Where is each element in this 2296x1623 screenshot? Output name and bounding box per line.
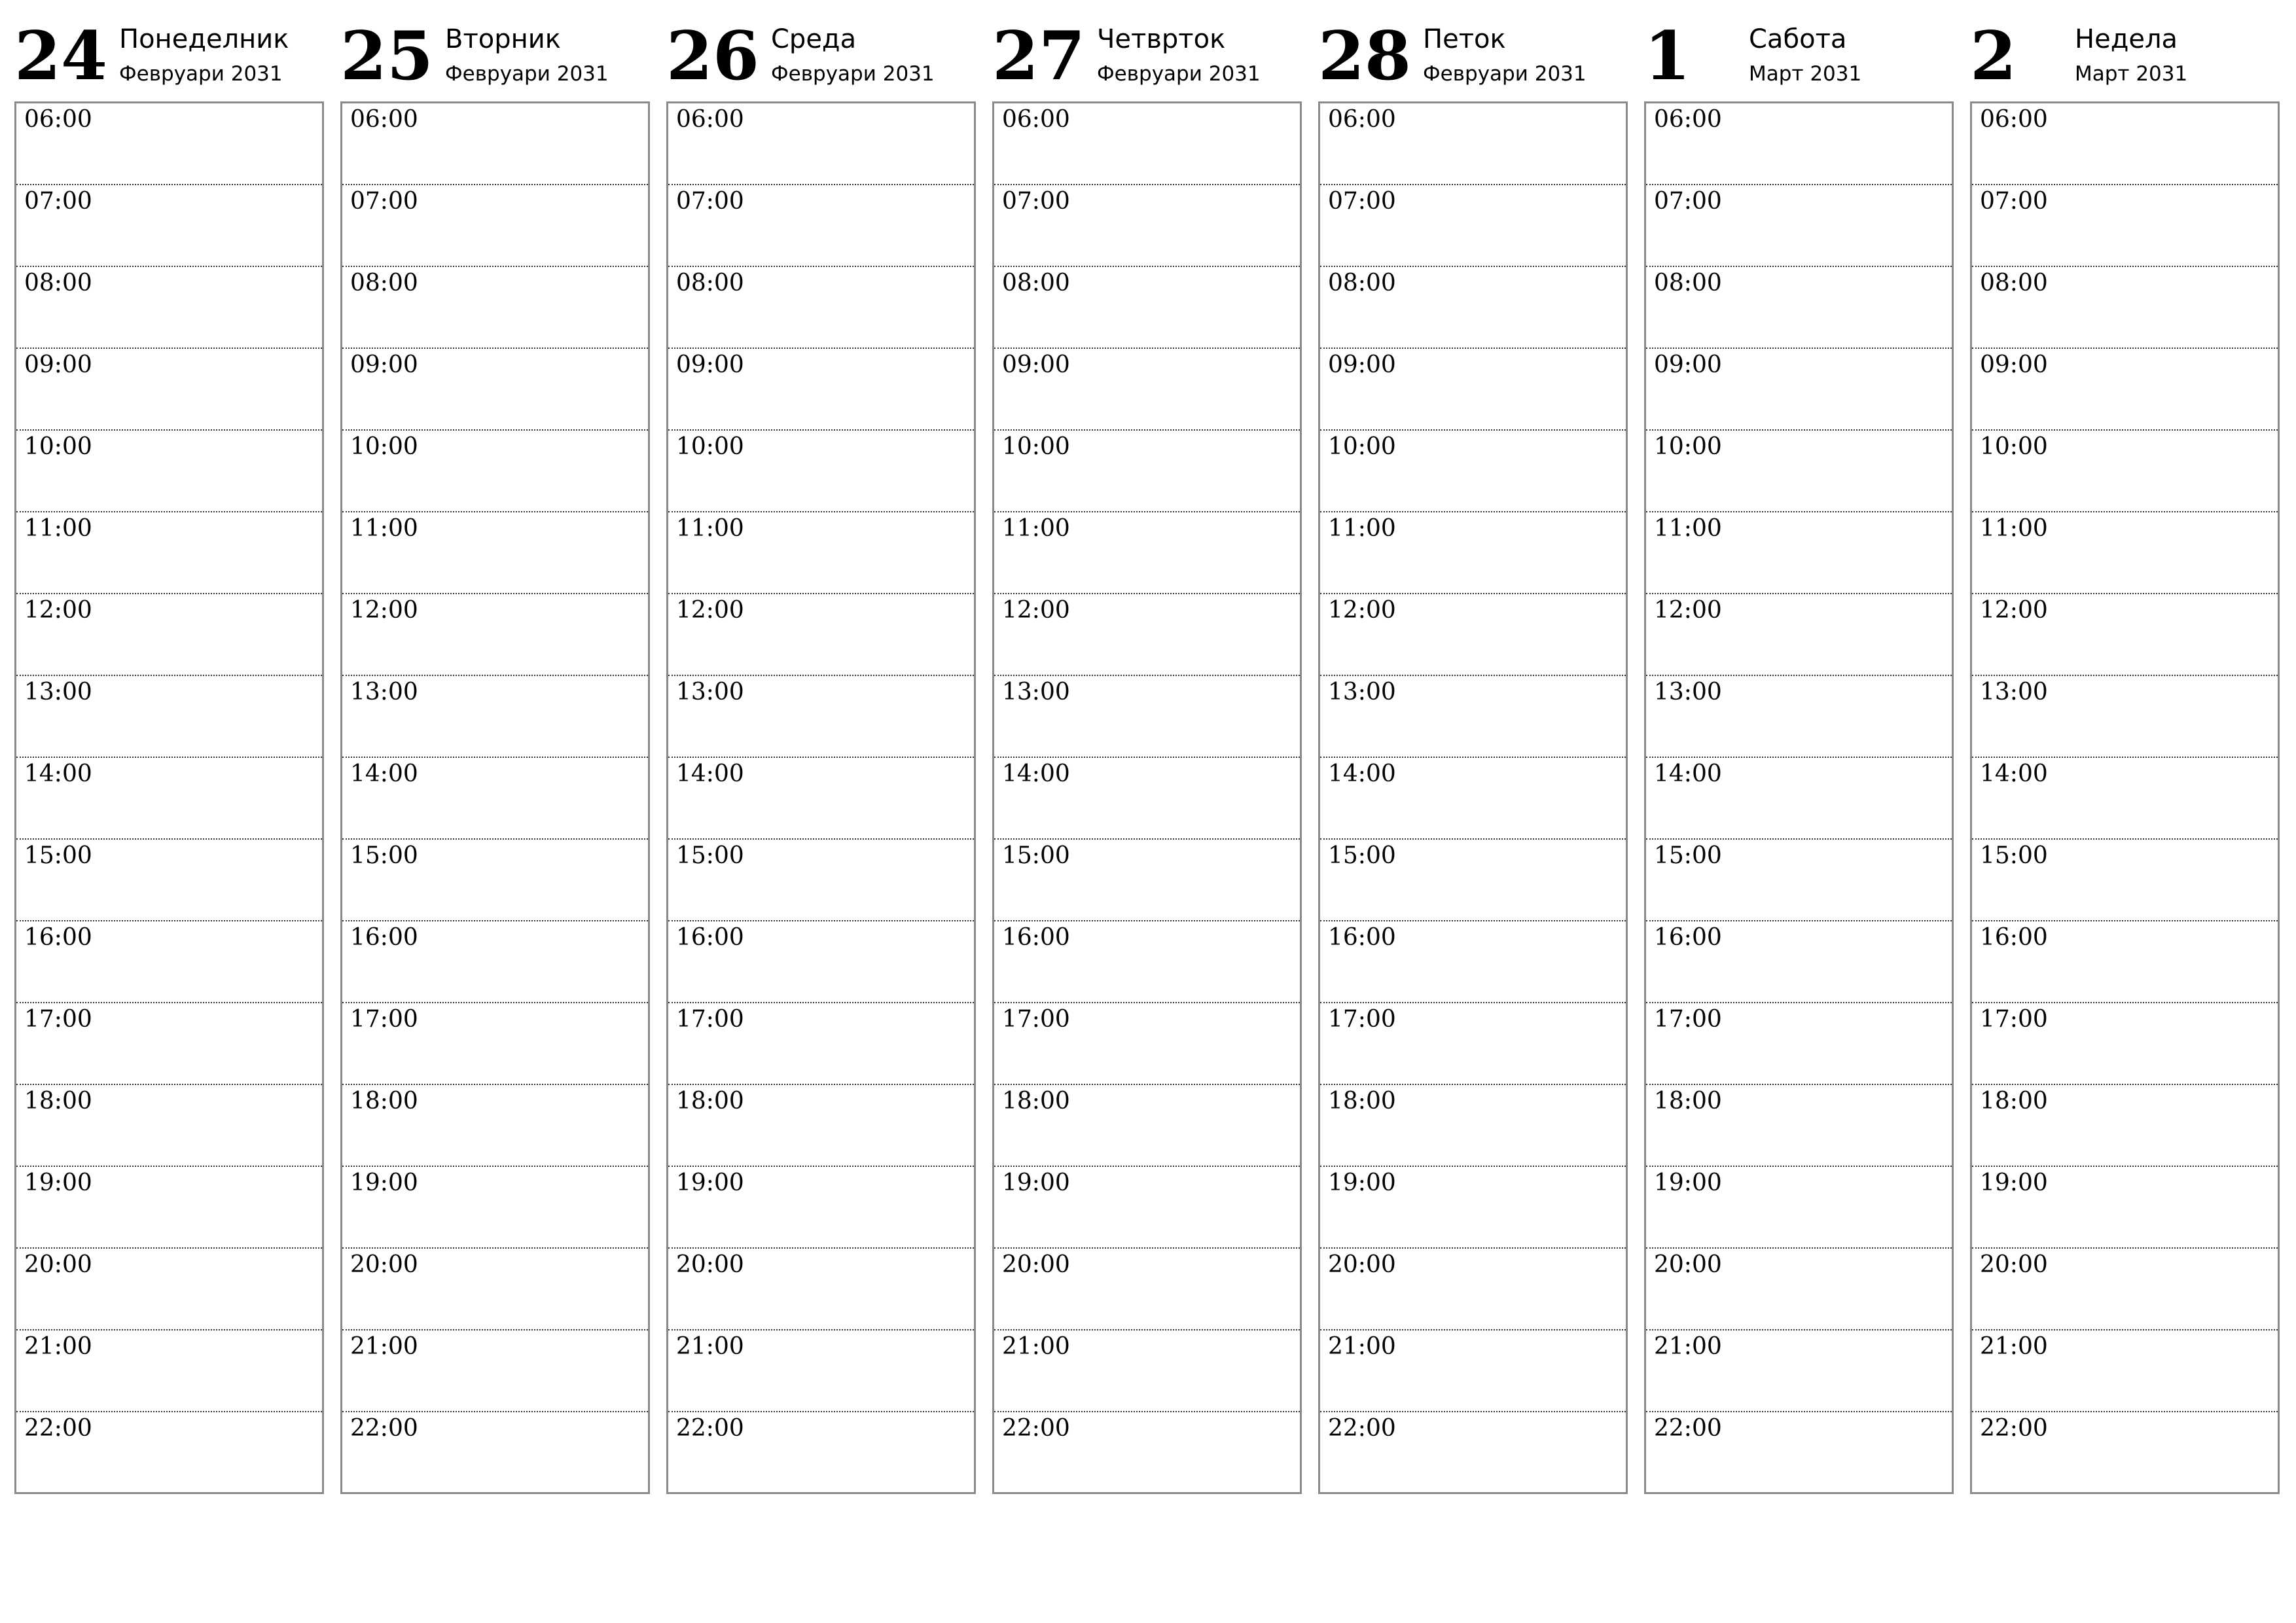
time-label: 10:00: [1002, 433, 1070, 460]
time-slot[interactable]: [994, 840, 1300, 921]
weekday-name: Среда: [771, 24, 857, 54]
time-slot[interactable]: [994, 758, 1300, 840]
time-slot[interactable]: [1972, 1167, 2278, 1249]
time-slot[interactable]: [994, 103, 1300, 185]
time-slot[interactable]: [668, 1249, 974, 1330]
time-label: 08:00: [1002, 270, 1070, 296]
time-label: 12:00: [1980, 597, 2048, 624]
time-label: 20:00: [1002, 1251, 1070, 1278]
time-slot[interactable]: [342, 1003, 648, 1085]
time-slot[interactable]: [1646, 921, 1952, 1003]
time-slot[interactable]: [1646, 1003, 1952, 1085]
time-slot[interactable]: [994, 1085, 1300, 1167]
time-slot[interactable]: [1320, 1167, 1626, 1249]
time-slot[interactable]: [342, 1167, 648, 1249]
time-slot[interactable]: [1646, 349, 1952, 431]
time-label: 08:00: [1980, 270, 2048, 296]
time-label: 13:00: [350, 679, 418, 705]
time-label: 22:00: [676, 1415, 744, 1442]
time-slot[interactable]: [668, 512, 974, 594]
weekday-name: Сабота: [1749, 24, 1847, 54]
time-label: 12:00: [676, 597, 744, 624]
time-slot[interactable]: [16, 676, 322, 758]
time-slot[interactable]: [1646, 267, 1952, 349]
day-number: 28: [1318, 17, 1411, 96]
time-slot[interactable]: [1646, 1330, 1952, 1412]
time-label: 09:00: [676, 351, 744, 378]
time-label: 22:00: [350, 1415, 418, 1442]
time-slot[interactable]: [342, 1249, 648, 1330]
time-slot[interactable]: [1320, 1412, 1626, 1494]
month-year: Февруари 2031: [119, 62, 283, 86]
time-label: 07:00: [24, 188, 92, 215]
time-slot[interactable]: [342, 267, 648, 349]
hour-grid: [666, 101, 976, 1494]
time-label: 16:00: [676, 924, 744, 951]
time-label: 11:00: [1980, 515, 2048, 542]
time-label: 12:00: [350, 597, 418, 624]
day-number: 1: [1644, 17, 1691, 96]
time-slot[interactable]: [16, 1330, 322, 1412]
time-slot[interactable]: [668, 185, 974, 267]
time-slot[interactable]: [342, 758, 648, 840]
time-slot[interactable]: [668, 431, 974, 512]
time-slot[interactable]: [1972, 1330, 2278, 1412]
time-label: 06:00: [1980, 106, 2048, 133]
time-slot[interactable]: [1972, 349, 2278, 431]
time-slot[interactable]: [668, 267, 974, 349]
day-number: 24: [14, 17, 107, 96]
weekday-name: Петок: [1423, 24, 1506, 54]
time-label: 16:00: [1002, 924, 1070, 951]
hour-grid: [1644, 101, 1954, 1494]
weekday-name: Понеделник: [119, 24, 289, 54]
time-slot[interactable]: [1320, 676, 1626, 758]
time-label: 09:00: [350, 351, 418, 378]
time-slot[interactable]: [1972, 1249, 2278, 1330]
time-label: 09:00: [1980, 351, 2048, 378]
time-label: 06:00: [350, 106, 418, 133]
time-label: 07:00: [1328, 188, 1396, 215]
time-label: 18:00: [1328, 1088, 1396, 1115]
time-slot[interactable]: [342, 349, 648, 431]
time-label: 07:00: [1654, 188, 1722, 215]
time-label: 21:00: [676, 1333, 744, 1360]
time-slot[interactable]: [1646, 185, 1952, 267]
time-slot[interactable]: [1972, 758, 2278, 840]
time-slot[interactable]: [994, 594, 1300, 676]
time-label: 13:00: [1328, 679, 1396, 705]
time-label: 16:00: [1654, 924, 1722, 951]
time-label: 06:00: [1654, 106, 1722, 133]
time-label: 14:00: [24, 760, 92, 787]
hour-grid: [1970, 101, 2280, 1494]
time-label: 19:00: [24, 1169, 92, 1196]
time-label: 07:00: [676, 188, 744, 215]
time-slot[interactable]: [1646, 1412, 1952, 1494]
time-label: 17:00: [350, 1006, 418, 1033]
weekday-name: Недела: [2075, 24, 2178, 54]
time-slot[interactable]: [342, 840, 648, 921]
time-label: 06:00: [1328, 106, 1396, 133]
time-slot[interactable]: [1972, 1085, 2278, 1167]
time-slot[interactable]: [668, 1330, 974, 1412]
time-label: 19:00: [350, 1169, 418, 1196]
time-label: 15:00: [1328, 842, 1396, 869]
time-slot[interactable]: [994, 1412, 1300, 1494]
time-label: 11:00: [676, 515, 744, 542]
time-slot[interactable]: [668, 840, 974, 921]
time-slot[interactable]: [994, 1167, 1300, 1249]
time-label: 08:00: [676, 270, 744, 296]
time-label: 14:00: [676, 760, 744, 787]
time-slot[interactable]: [1972, 185, 2278, 267]
time-label: 11:00: [24, 515, 92, 542]
time-label: 21:00: [350, 1333, 418, 1360]
time-label: 18:00: [676, 1088, 744, 1115]
time-label: 06:00: [676, 106, 744, 133]
time-label: 21:00: [1328, 1333, 1396, 1360]
time-label: 12:00: [1328, 597, 1396, 624]
time-slot[interactable]: [342, 1412, 648, 1494]
weekday-name: Четврток: [1097, 24, 1226, 54]
time-slot[interactable]: [342, 1330, 648, 1412]
day-number: 25: [340, 17, 433, 96]
time-slot[interactable]: [16, 758, 322, 840]
time-label: 18:00: [1980, 1088, 2048, 1115]
time-slot[interactable]: [994, 185, 1300, 267]
hour-grid: [992, 101, 1302, 1494]
hour-grid: [340, 101, 650, 1494]
time-slot[interactable]: [1972, 431, 2278, 512]
time-slot[interactable]: [994, 1003, 1300, 1085]
time-label: 11:00: [350, 515, 418, 542]
time-label: 22:00: [1654, 1415, 1722, 1442]
time-slot[interactable]: [1646, 594, 1952, 676]
time-slot[interactable]: [342, 921, 648, 1003]
time-slot[interactable]: [994, 349, 1300, 431]
time-slot[interactable]: [1972, 512, 2278, 594]
time-slot[interactable]: [994, 1330, 1300, 1412]
time-label: 10:00: [1328, 433, 1396, 460]
time-slot[interactable]: [16, 267, 322, 349]
time-slot[interactable]: [1320, 1330, 1626, 1412]
time-slot[interactable]: [1320, 1003, 1626, 1085]
time-label: 12:00: [1002, 597, 1070, 624]
time-slot[interactable]: [16, 349, 322, 431]
time-label: 18:00: [24, 1088, 92, 1115]
time-label: 18:00: [1654, 1088, 1722, 1115]
time-label: 14:00: [350, 760, 418, 787]
time-slot[interactable]: [1972, 676, 2278, 758]
time-label: 19:00: [676, 1169, 744, 1196]
time-label: 07:00: [1980, 188, 2048, 215]
time-label: 20:00: [350, 1251, 418, 1278]
time-slot[interactable]: [668, 1085, 974, 1167]
time-slot[interactable]: [1646, 103, 1952, 185]
time-slot[interactable]: [668, 676, 974, 758]
time-label: 21:00: [1002, 1333, 1070, 1360]
time-label: 21:00: [24, 1333, 92, 1360]
day-number: 26: [666, 17, 759, 96]
time-slot[interactable]: [1320, 921, 1626, 1003]
time-slot[interactable]: [16, 594, 322, 676]
time-label: 16:00: [24, 924, 92, 951]
time-slot[interactable]: [16, 921, 322, 1003]
time-label: 09:00: [24, 351, 92, 378]
time-slot[interactable]: [16, 1412, 322, 1494]
time-slot[interactable]: [994, 512, 1300, 594]
time-slot[interactable]: [1320, 1249, 1626, 1330]
time-label: 15:00: [24, 842, 92, 869]
month-year: Март 2031: [2075, 62, 2188, 86]
time-slot[interactable]: [342, 512, 648, 594]
time-label: 20:00: [1980, 1251, 2048, 1278]
time-slot[interactable]: [16, 840, 322, 921]
time-label: 10:00: [676, 433, 744, 460]
month-year: Февруари 2031: [771, 62, 935, 86]
time-slot[interactable]: [1320, 431, 1626, 512]
time-slot[interactable]: [1972, 840, 2278, 921]
time-slot[interactable]: [1972, 921, 2278, 1003]
time-label: 17:00: [1654, 1006, 1722, 1033]
time-label: 08:00: [350, 270, 418, 296]
time-label: 17:00: [1980, 1006, 2048, 1033]
time-label: 22:00: [24, 1415, 92, 1442]
time-label: 19:00: [1002, 1169, 1070, 1196]
time-slot[interactable]: [1320, 512, 1626, 594]
time-label: 07:00: [1002, 188, 1070, 215]
time-slot[interactable]: [16, 512, 322, 594]
hour-grid: [1318, 101, 1628, 1494]
time-label: 19:00: [1328, 1169, 1396, 1196]
time-label: 12:00: [1654, 597, 1722, 624]
time-label: 15:00: [350, 842, 418, 869]
time-label: 11:00: [1002, 515, 1070, 542]
time-slot[interactable]: [994, 431, 1300, 512]
time-slot[interactable]: [994, 921, 1300, 1003]
time-label: 14:00: [1328, 760, 1396, 787]
time-label: 20:00: [1328, 1251, 1396, 1278]
time-label: 20:00: [24, 1251, 92, 1278]
time-label: 12:00: [24, 597, 92, 624]
time-slot[interactable]: [1646, 512, 1952, 594]
time-label: 21:00: [1980, 1333, 2048, 1360]
time-slot[interactable]: [16, 185, 322, 267]
time-slot[interactable]: [342, 594, 648, 676]
time-slot[interactable]: [1972, 267, 2278, 349]
time-label: 13:00: [1002, 679, 1070, 705]
time-label: 10:00: [1980, 433, 2048, 460]
time-slot[interactable]: [1972, 594, 2278, 676]
time-label: 17:00: [1002, 1006, 1070, 1033]
time-label: 14:00: [1002, 760, 1070, 787]
time-label: 22:00: [1002, 1415, 1070, 1442]
time-label: 20:00: [1654, 1251, 1722, 1278]
time-label: 17:00: [24, 1006, 92, 1033]
time-label: 16:00: [1328, 924, 1396, 951]
time-slot[interactable]: [16, 103, 322, 185]
weekday-name: Вторник: [445, 24, 561, 54]
time-slot[interactable]: [1320, 267, 1626, 349]
time-label: 16:00: [350, 924, 418, 951]
time-slot[interactable]: [668, 594, 974, 676]
day-number: 2: [1970, 17, 2017, 96]
time-label: 15:00: [1980, 842, 2048, 869]
time-slot[interactable]: [342, 676, 648, 758]
time-slot[interactable]: [1972, 103, 2278, 185]
time-slot[interactable]: [342, 103, 648, 185]
time-slot[interactable]: [1320, 1085, 1626, 1167]
time-slot[interactable]: [1646, 840, 1952, 921]
time-label: 08:00: [1654, 270, 1722, 296]
time-label: 09:00: [1328, 351, 1396, 378]
time-slot[interactable]: [16, 1085, 322, 1167]
month-year: Февруари 2031: [1423, 62, 1587, 86]
time-label: 14:00: [1654, 760, 1722, 787]
time-label: 22:00: [1328, 1415, 1396, 1442]
time-label: 18:00: [350, 1088, 418, 1115]
time-label: 19:00: [1980, 1169, 2048, 1196]
time-slot[interactable]: [1646, 1085, 1952, 1167]
time-slot[interactable]: [16, 1003, 322, 1085]
time-slot[interactable]: [1972, 1412, 2278, 1494]
time-slot[interactable]: [342, 1085, 648, 1167]
time-slot[interactable]: [668, 921, 974, 1003]
time-slot[interactable]: [342, 431, 648, 512]
day-number: 27: [992, 17, 1085, 96]
time-label: 09:00: [1654, 351, 1722, 378]
time-label: 09:00: [1002, 351, 1070, 378]
time-label: 15:00: [1654, 842, 1722, 869]
time-label: 15:00: [1002, 842, 1070, 869]
time-label: 13:00: [1980, 679, 2048, 705]
time-slot[interactable]: [1320, 840, 1626, 921]
time-slot[interactable]: [1646, 758, 1952, 840]
time-slot[interactable]: [994, 1249, 1300, 1330]
time-slot[interactable]: [1972, 1003, 2278, 1085]
time-label: 21:00: [1654, 1333, 1722, 1360]
time-label: 14:00: [1980, 760, 2048, 787]
month-year: Март 2031: [1749, 62, 1862, 86]
time-label: 11:00: [1654, 515, 1722, 542]
time-label: 08:00: [24, 270, 92, 296]
time-slot[interactable]: [16, 431, 322, 512]
time-label: 17:00: [676, 1006, 744, 1033]
time-slot[interactable]: [16, 1249, 322, 1330]
time-slot[interactable]: [994, 676, 1300, 758]
time-label: 11:00: [1328, 515, 1396, 542]
time-slot[interactable]: [1320, 185, 1626, 267]
time-label: 15:00: [676, 842, 744, 869]
time-slot[interactable]: [1646, 1249, 1952, 1330]
time-label: 22:00: [1980, 1415, 2048, 1442]
time-slot[interactable]: [668, 1412, 974, 1494]
time-slot[interactable]: [668, 1003, 974, 1085]
time-label: 19:00: [1654, 1169, 1722, 1196]
time-slot[interactable]: [668, 1167, 974, 1249]
time-label: 08:00: [1328, 270, 1396, 296]
time-label: 07:00: [350, 188, 418, 215]
time-slot[interactable]: [668, 103, 974, 185]
time-slot[interactable]: [1320, 594, 1626, 676]
time-slot[interactable]: [1320, 349, 1626, 431]
time-label: 10:00: [350, 433, 418, 460]
time-slot[interactable]: [342, 185, 648, 267]
time-label: 06:00: [1002, 106, 1070, 133]
time-slot[interactable]: [16, 1167, 322, 1249]
time-label: 20:00: [676, 1251, 744, 1278]
time-slot[interactable]: [668, 758, 974, 840]
time-slot[interactable]: [1320, 758, 1626, 840]
month-year: Февруари 2031: [445, 62, 609, 86]
time-label: 06:00: [24, 106, 92, 133]
time-label: 13:00: [1654, 679, 1722, 705]
time-label: 16:00: [1980, 924, 2048, 951]
time-label: 13:00: [24, 679, 92, 705]
hour-grid: [14, 101, 324, 1494]
time-label: 17:00: [1328, 1006, 1396, 1033]
time-slot[interactable]: [668, 349, 974, 431]
month-year: Февруари 2031: [1097, 62, 1261, 86]
time-slot[interactable]: [994, 267, 1300, 349]
time-slot[interactable]: [1320, 103, 1626, 185]
time-label: 10:00: [1654, 433, 1722, 460]
time-label: 13:00: [676, 679, 744, 705]
time-slot[interactable]: [1646, 431, 1952, 512]
time-label: 18:00: [1002, 1088, 1070, 1115]
time-slot[interactable]: [1646, 1167, 1952, 1249]
time-label: 10:00: [24, 433, 92, 460]
time-slot[interactable]: [1646, 676, 1952, 758]
